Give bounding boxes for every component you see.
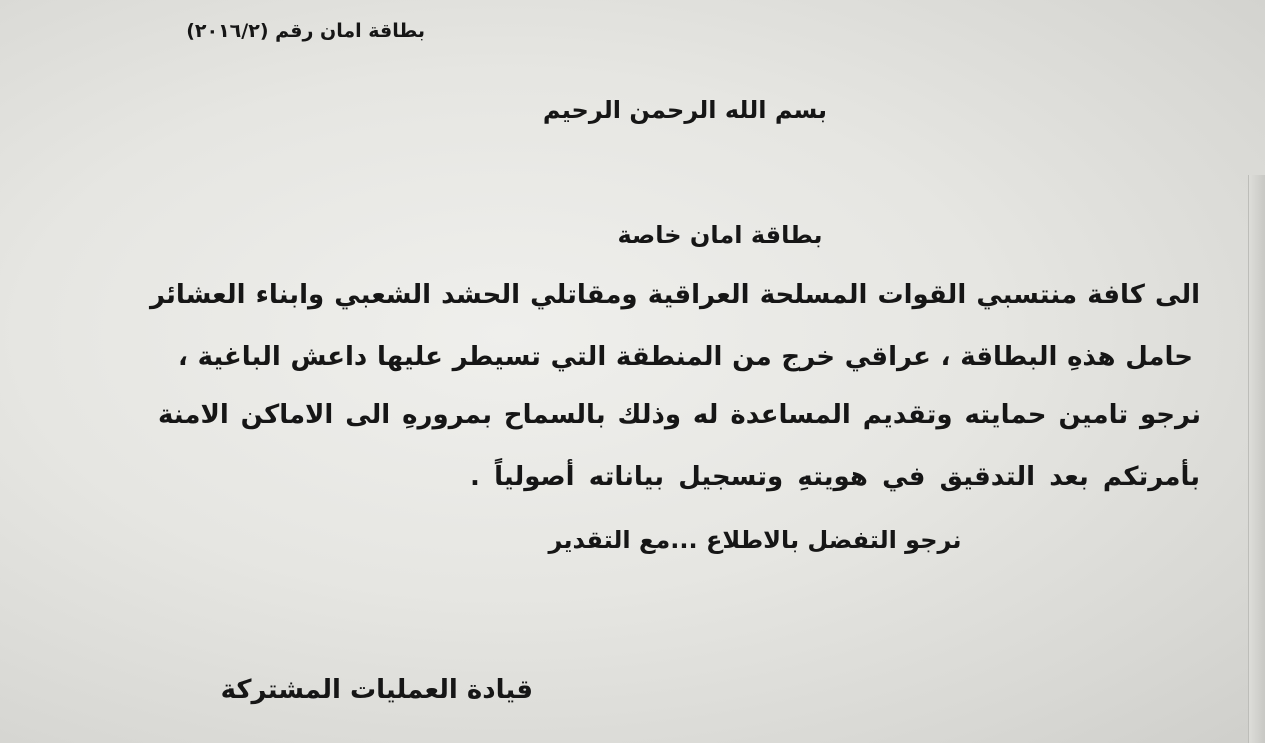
body-line-2: حامل هذهِ البطاقة ، عراقي خرج من المنطقة التي تسيطر عليها داعش الباغية ، [178,342,1193,372]
signature-authority: قيادة العمليات المشتركة [220,675,533,705]
body-line-3: نرجو تامين حمايته وتقديم المساعدة له وذلك بالسماح بمرورهِ الى الاماكن الامنة [158,400,1201,430]
body-line-4: بأمرتكم بعد التدقيق في هويتهِ وتسجيل بياناته أصولياً . [470,462,1200,492]
body-line-1: الى كافة منتسبي القوات المسلحة العراقية ومقاتلي الحشد الشعبي وابناء العشائر [150,280,1200,310]
closing-line: نرجو التفضل بالاطلاع ...مع التقدير [548,526,962,554]
card-title: بطاقة امان خاصة [617,221,823,249]
basmala-heading: بسم الله الرحمن الرحيم [542,96,828,124]
card-reference-number: بطاقة امان رقم (٢٠١٦/٢) [186,20,425,42]
paper-edge-shadow [1248,175,1265,743]
